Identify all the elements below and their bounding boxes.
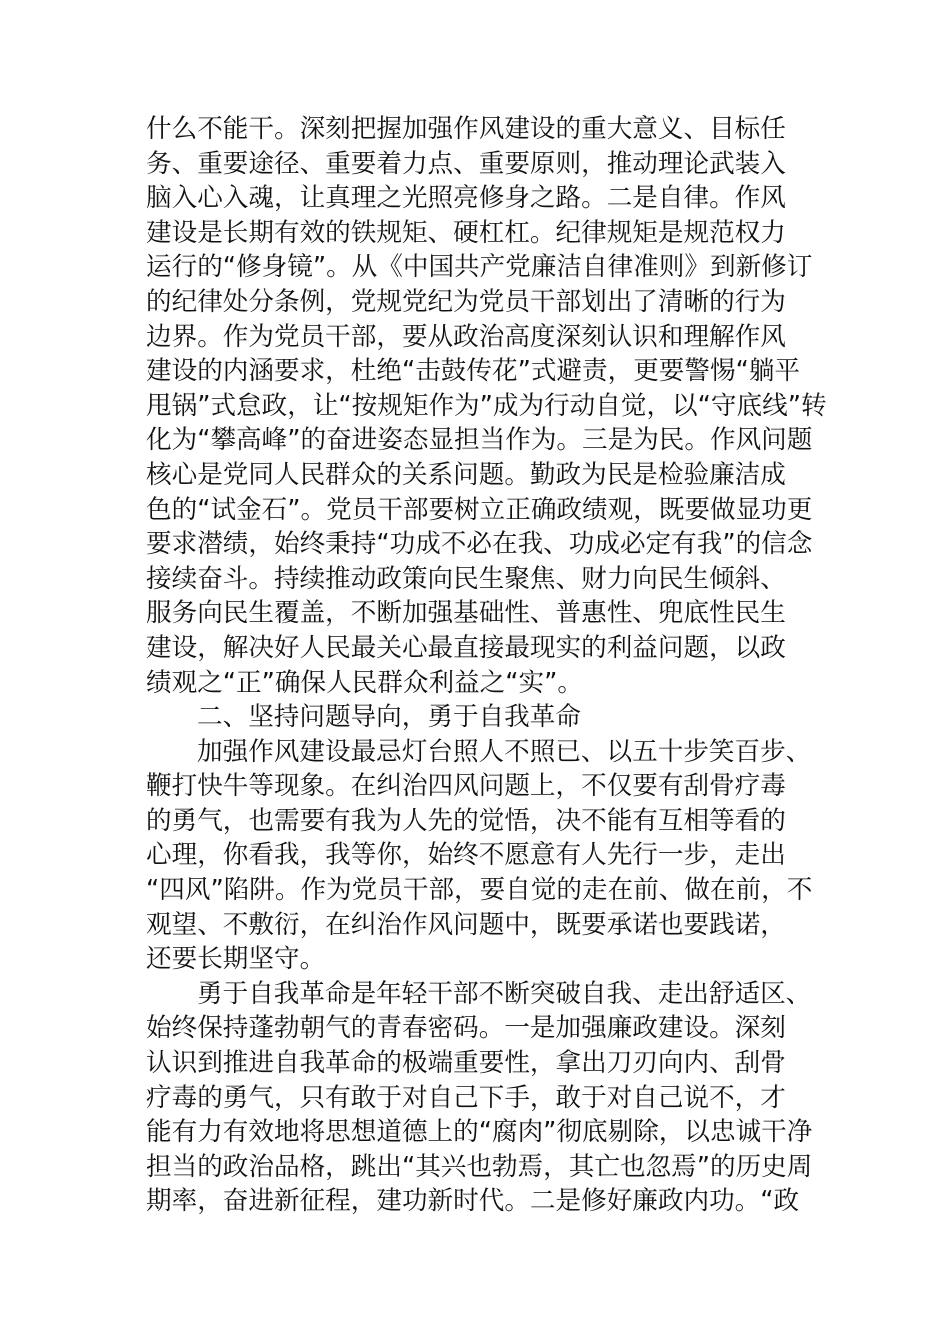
text-line: 接续奋斗。持续推动政策向民生聚焦、财力向民生倾斜、 [146,563,786,594]
text-line: 的纪律处分条例，党规党纪为党员干部划出了清晰的行为 [146,286,786,317]
text-line: 甩锅”式怠政，让“按规矩作为”成为行动自觉，以“守底线”转 [146,390,827,421]
paragraph-first-line: 加强作风建设最忌灯台照人不照已、以五十步笑百步、 [197,736,812,767]
text-line: 期率，奋进新征程，建功新时代。二是修好廉政内功。“政 [146,1186,800,1217]
text-line: 脑入心入魂，让真理之光照亮修身之路。二是自律。作风 [146,183,786,214]
text-line: 建设是长期有效的铁规矩、硬杠杠。纪律规矩是规范权力 [146,217,786,248]
text-line: 的勇气，也需要有我为人先的觉悟，决不能有互相等看的 [146,805,786,836]
text-line: 认识到推进自我革命的极端重要性，拿出刀刃向内、刮骨 [146,1048,786,1079]
text-line: “四风”陷阱。作为党员干部，要自觉的走在前、做在前，不 [146,875,813,906]
text-line: 鞭打快牛等现象。在纠治四风问题上，不仅要有刮骨疗毒 [146,771,786,802]
text-line: 要求潜绩，始终秉持“功成不必在我、功成必定有我”的信念 [146,529,813,560]
text-line: 建设的内涵要求，杜绝“击鼓传花”式避责，更要警惕“躺平 [146,356,801,387]
text-line: 疗毒的勇气，只有敢于对自己下手，敢于对自己说不，才 [146,1082,786,1113]
text-line: 能有力有效地将思想道德上的“腐肉”彻底剔除，以忠诚干净 [146,1117,813,1148]
text-line: 色的“试金石”。党员干部要树立正确政绩观，既要做显功更 [146,494,813,525]
paragraph-first-line: 勇于自我革命是年轻干部不断突破自我、走出舒适区、 [197,978,812,1009]
text-line: 核心是党同人民群众的关系问题。勤政为民是检验廉洁成 [146,459,786,490]
text-line: 心理，你看我，我等你，始终不愿意有人先行一步，走出 [146,840,786,871]
text-line: 什么不能干。深刻把握加强作风建设的重大意义、目标任 [146,114,786,144]
text-line: 观望、不敷衍，在纠治作风问题中，既要承诺也要践诺， [146,909,786,940]
text-line: 还要长期坚守。 [146,944,326,975]
text-line: 边界。作为党员干部，要从政治高度深刻认识和理解作风 [146,321,786,352]
text-line: 担当的政治品格，跳出“其兴也勃焉，其亡也忽焉”的历史周 [146,1151,813,1182]
document-page [146,112,826,1219]
text-line: 化为“攀高峰”的奋进姿态显担当作为。三是为民。作风问题 [146,425,813,456]
section-heading: 二、坚持问题导向，勇于自我革命 [197,702,581,733]
text-line: 绩观之“正”确保人民群众利益之“实”。 [146,667,583,698]
text-line: 服务向民生覆盖，不断加强基础性、普惠性、兜底性民生 [146,598,786,629]
text-line: 务、重要途径、重要着力点、重要原则，推动理论武装入 [146,148,786,179]
text-line: 始终保持蓬勃朝气的青春密码。一是加强廉政建设。深刻 [146,1013,786,1044]
text-line: 运行的“修身镜”。从《中国共产党廉洁自律准则》到新修订 [146,252,813,283]
text-line: 建设，解决好人民最关心最直接最现实的利益问题，以政 [146,632,786,663]
